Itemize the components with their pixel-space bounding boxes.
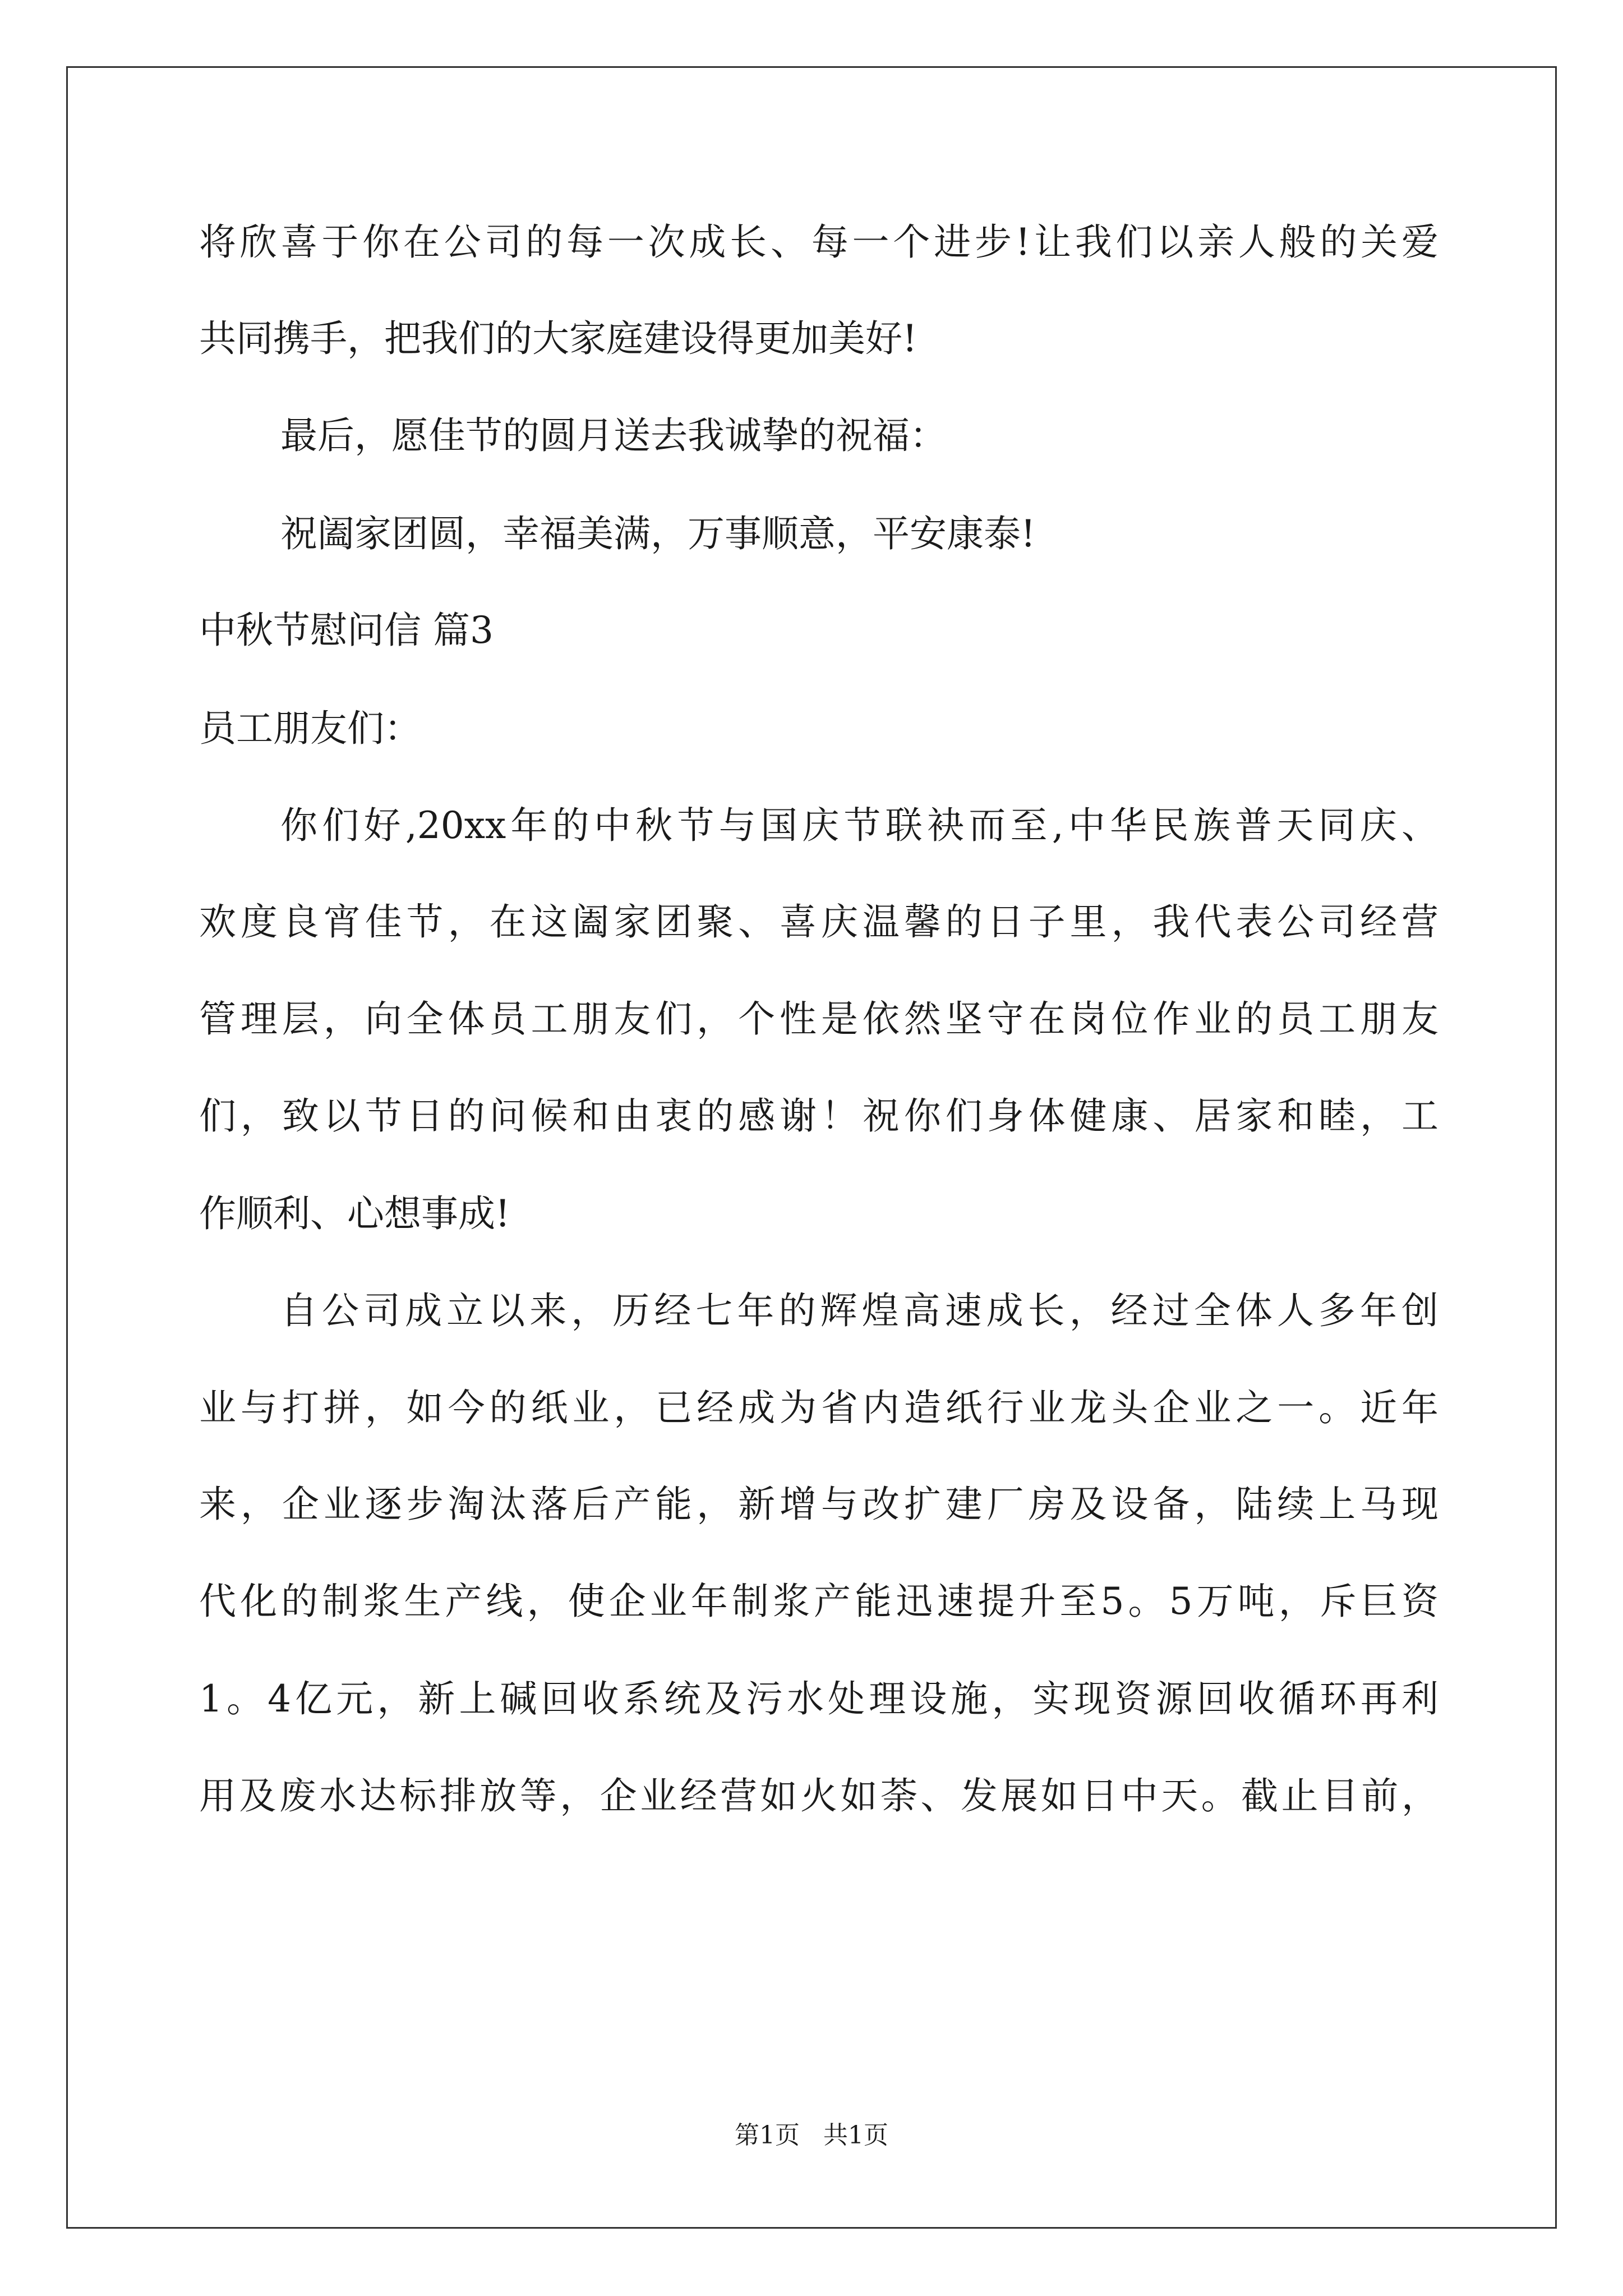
page-footer: 第1页 共1页 [735, 2121, 888, 2150]
paragraph-line: 自公司成立以来，历经七年的辉煌高速成长，经过全体人多年创 [280, 1289, 1438, 1332]
paragraph-line: 管理层，向全体员工朋友们，个性是依然坚守在岗位作业的员工朋友 [199, 997, 1438, 1041]
paragraph-line: 用及废水达标排放等，企业经营如火如荼、发展如日中天。截止目前， [199, 1774, 1438, 1818]
paragraph-line: 祝阖家团圆，幸福美满，万事顺意，平安康泰! [280, 512, 1036, 555]
paragraph-line: 们，致以节日的问候和由衷的感谢！祝你们身体健康、居家和睦，工 [199, 1094, 1438, 1138]
paragraph-line: 将欣喜于你在公司的每一次成长、每一个进步!让我们以亲人般的关爱 [199, 220, 1438, 264]
page-border [66, 66, 1557, 2229]
section-heading: 中秋节慰问信 篇3 [199, 609, 494, 652]
paragraph-line: 作顺利、心想事成! [199, 1192, 510, 1235]
paragraph-line: 欢度良宵佳节，在这阖家团聚、喜庆温馨的日子里，我代表公司经营 [199, 900, 1438, 944]
paragraph-line: 最后，愿佳节的圆月送去我诚挚的祝福： [280, 414, 947, 457]
paragraph-line: 代化的制浆生产线，使企业年制浆产能迅速提升至5。5万吨，斥巨资 [199, 1580, 1438, 1623]
paragraph-line: 来，企业逐步淘汰落后产能，新增与改扩建厂房及设备，陆续上马现 [199, 1483, 1438, 1526]
paragraph-line: 1。4亿元，新上碱回收系统及污水处理设施，实现资源回收循环再利 [199, 1677, 1438, 1720]
paragraph-line: 业与打拼，如今的纸业，已经成为省内造纸行业龙头企业之一。近年 [199, 1386, 1438, 1429]
paragraph-line: 共同携手，把我们的大家庭建设得更加美好! [199, 317, 917, 360]
salutation: 员工朋友们： [199, 707, 421, 750]
paragraph-line: 你们好,20xx年的中秋节与国庆节联袂而至,中华民族普天同庆、 [280, 804, 1438, 847]
